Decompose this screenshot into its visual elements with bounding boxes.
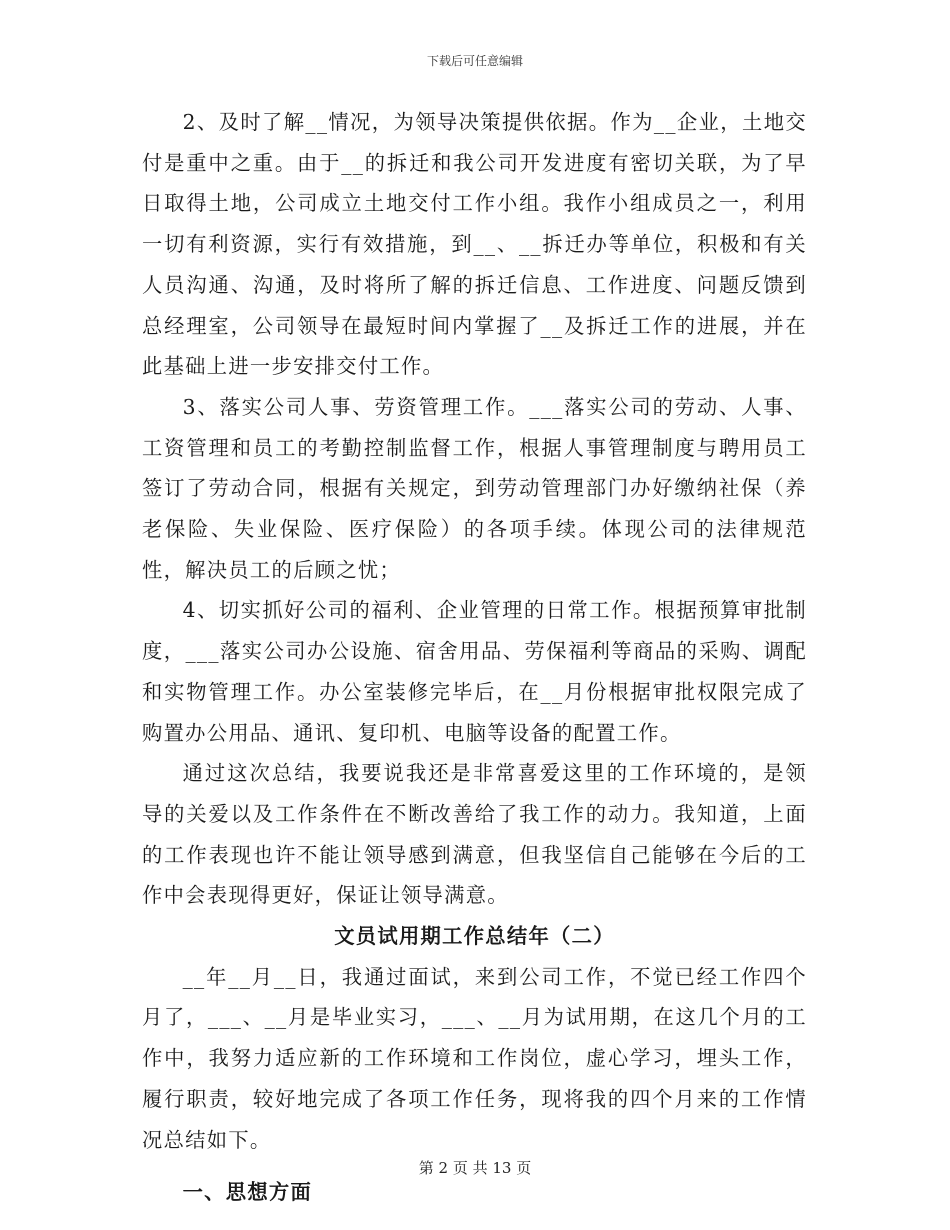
document-body (142, 102, 807, 1213)
paragraph-item-3: 3、落实公司人事、劳资管理工作。___落实公司的劳动、人事、工资管理和员工的考勤控制监督工作，根据人事管理制度与聘用员工签订了劳动合同，根据有关规定，到劳动管理部门办好缴纳社保（养老保险、失业保险、医疗保险）的各项手续。体现公司的法律规范性，解决员工的后顾之忧； (142, 394, 807, 582)
subheading-thought: 一、思想方面 (182, 1180, 313, 1205)
page-number: 第 2 页 共 13 页 (418, 1159, 532, 1177)
paragraph-item-4: 4、切实抓好公司的福利、企业管理的日常工作。根据预算审批制度，___落实公司办公设施、宿舍用品、劳保福利等商品的采购、调配和实物管理工作。办公室装修完毕后，在__月份根据审批权限完成了购置办公用品、通讯、复印机、电脑等设备的配置工作。 (142, 598, 807, 745)
section-title: 文员试用期工作总结年（二） (334, 924, 615, 949)
paragraph-conclusion: 通过这次总结，我要说我还是非常喜爱这里的工作环境的，是领导的关爱以及工作条件在不断改善给了我工作的动力。我知道，上面的工作表现也许不能让领导感到满意，但我坚信自己能够在今后的工作中会表现得更好，保证让领导满意。 (142, 761, 807, 908)
page-header-note: 下载后可任意编辑 (426, 54, 523, 68)
paragraph-item-2: 2、及时了解__情况，为领导决策提供依据。作为__企业，土地交付是重中之重。由于__的拆迁和我公司开发进度有密切关联，为了早日取得土地，公司成立土地交付工作小组。我作小组成员之一，利用一切有利资源，实行有效措施，到__、__拆迁办等单位，积极和有关人员沟通、沟通，及时将所了解的拆迁信息、工作进度、问题反馈到总经理室，公司领导在最短时间内掌握了__及拆迁工作的进展，并在此基础上进一步安排交付工作。 (142, 110, 807, 379)
paragraph-intro: __年__月__日，我通过面试，来到公司工作，不觉已经工作四个月了，___、__月是毕业实习，___、__月为试用期，在这几个月的工作中，我努力适应新的工作环境和工作岗位，虚心学习，埋头工作，履行职责，较好地完成了各项工作任务，现将我的四个月来的工作情况总结如下。 (142, 964, 807, 1152)
